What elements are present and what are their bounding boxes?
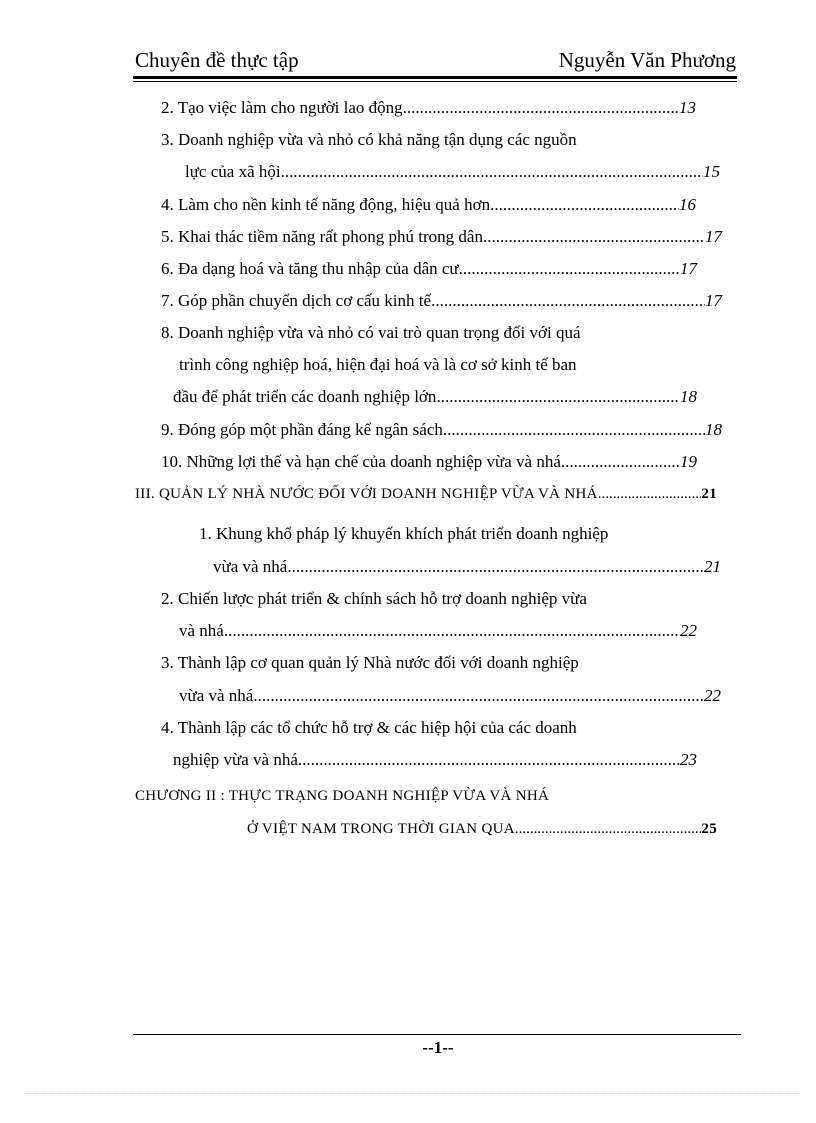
footer-rule xyxy=(133,1034,741,1035)
toc-entry-page: 18 xyxy=(705,420,722,439)
toc-leader xyxy=(403,96,679,120)
toc-entry-text: nghiệp vừa và nhá xyxy=(173,750,298,769)
toc-entry-text: 4. Làm cho nền kinh tế năng động, hiệu quả hơn xyxy=(161,195,491,214)
toc-entry xyxy=(185,160,720,184)
header-subject: Chuyên đề thực tập xyxy=(135,48,299,72)
toc-entry xyxy=(161,128,577,152)
toc-entry-page: 25 xyxy=(701,821,717,837)
toc-entry-page: 18 xyxy=(680,387,697,406)
toc-entry xyxy=(161,225,722,249)
toc-entry-page: 13 xyxy=(679,98,696,117)
toc-entry-text: Ở VIỆT NAM TRONG THỜI GIAN QUA xyxy=(247,821,515,837)
toc-chapter-heading xyxy=(247,817,717,841)
page-break-line xyxy=(25,1093,800,1094)
toc-entry-text: III. QUẢN LÝ NHÀ NƯỚC ĐỐI VỚI DOANH NGHIỆP VỪA VÀ NHÁ xyxy=(135,486,598,502)
toc-entry-text: 3. Doanh nghiệp vừa và nhỏ có khả năng tận dụng các nguồn xyxy=(161,130,577,149)
toc-leader xyxy=(253,684,704,708)
toc-entry xyxy=(161,418,722,442)
toc-entry-text: 10. Những lợi thế và hạn chế của doanh nghiệp vừa và nhá xyxy=(161,452,561,471)
toc-entry-page: 23 xyxy=(680,750,697,769)
toc-leader xyxy=(598,482,702,506)
toc-entry-page: 22 xyxy=(680,621,697,640)
toc-entry xyxy=(161,716,577,740)
toc-entry xyxy=(161,193,696,217)
toc-entry-page: 17 xyxy=(705,227,722,246)
toc-entry-text: 3. Thành lập cơ quan quản lý Nhà nước đối với doanh nghiệp xyxy=(161,653,579,672)
toc-leader xyxy=(459,257,680,281)
toc-entry-page: 15 xyxy=(703,162,720,181)
toc-entry-page: 19 xyxy=(680,452,697,471)
toc-section-heading xyxy=(135,482,717,506)
toc-entry-text: 7. Góp phần chuyển dịch cơ cấu kinh tế xyxy=(161,291,432,310)
toc-entry xyxy=(161,257,697,281)
toc-entry-text: 9. Đóng góp một phần đáng kể ngân sách xyxy=(161,420,443,439)
toc-leader xyxy=(287,555,704,579)
toc-entry xyxy=(161,651,579,675)
toc-entry-page: 17 xyxy=(705,291,722,310)
toc-leader xyxy=(431,289,705,313)
toc-entry xyxy=(161,587,587,611)
toc-entry-text: 2. Chiến lược phát triển & chính sách hỗ trợ doanh nghiệp vừa xyxy=(161,589,587,608)
toc-entry xyxy=(213,555,721,579)
toc-leader xyxy=(281,160,703,184)
toc-leader xyxy=(490,193,679,217)
toc-entry xyxy=(161,321,581,345)
toc-leader xyxy=(561,450,680,474)
toc-leader xyxy=(443,418,705,442)
toc-entry xyxy=(179,619,697,643)
toc-entry xyxy=(161,289,722,313)
toc-leader xyxy=(224,619,680,643)
toc-entry-text: trình công nghiệp hoá, hiện đại hoá và là cơ sở kinh tế ban xyxy=(179,355,577,374)
toc-entry-text: vừa và nhá xyxy=(179,686,254,705)
header-author: Nguyễn Văn Phương xyxy=(558,48,736,72)
toc-entry xyxy=(161,450,697,474)
toc-leader xyxy=(436,385,680,409)
toc-leader xyxy=(298,748,680,772)
toc-leader xyxy=(483,225,705,249)
header-rule xyxy=(133,76,737,79)
toc-entry-text: 4. Thành lập các tổ chức hỗ trợ & các hiệp hội của các doanh xyxy=(161,718,577,737)
toc-entry-page: 22 xyxy=(704,686,721,705)
toc-entry xyxy=(179,684,721,708)
toc-chapter-heading xyxy=(135,784,549,808)
header-rule-thin xyxy=(133,81,737,82)
toc-entry-text: vừa và nhá xyxy=(213,557,288,576)
toc-entry-page: 21 xyxy=(704,557,721,576)
page-number: --1-- xyxy=(422,1038,454,1057)
toc-entry-text: lực của xã hội xyxy=(185,162,281,181)
toc-entry-text: 8. Doanh nghiệp vừa và nhỏ có vai trò quan trọng đối với quá xyxy=(161,323,581,342)
toc-entry-text: 5. Khai thác tiềm năng rất phong phú trong dân xyxy=(161,227,483,246)
toc-entry-page: 17 xyxy=(680,259,697,278)
toc-entry-text: 2. Tạo việc làm cho người lao động xyxy=(161,98,403,117)
toc-entry xyxy=(173,385,697,409)
toc-entry-text: và nhá xyxy=(179,621,224,640)
toc-leader xyxy=(515,817,702,841)
toc-entry xyxy=(161,96,696,120)
toc-entry-page: 21 xyxy=(701,486,717,502)
toc-entry-text: 6. Đa dạng hoá và tăng thu nhập của dân cư xyxy=(161,259,459,278)
toc-entry-text: CHƯƠNG II : THỰC TRẠNG DOANH NGHIỆP VỪA VÀ NHÁ xyxy=(135,788,550,804)
toc-entry xyxy=(199,522,608,546)
toc-entry-page: 16 xyxy=(679,195,696,214)
toc-entry-text: 1. Khung khổ pháp lý khuyến khích phát triển doanh nghiệp xyxy=(199,524,609,543)
toc-entry xyxy=(173,748,697,772)
toc-entry xyxy=(179,353,577,377)
toc-entry-text: đầu để phát triển các doanh nghiệp lớn xyxy=(173,387,437,406)
